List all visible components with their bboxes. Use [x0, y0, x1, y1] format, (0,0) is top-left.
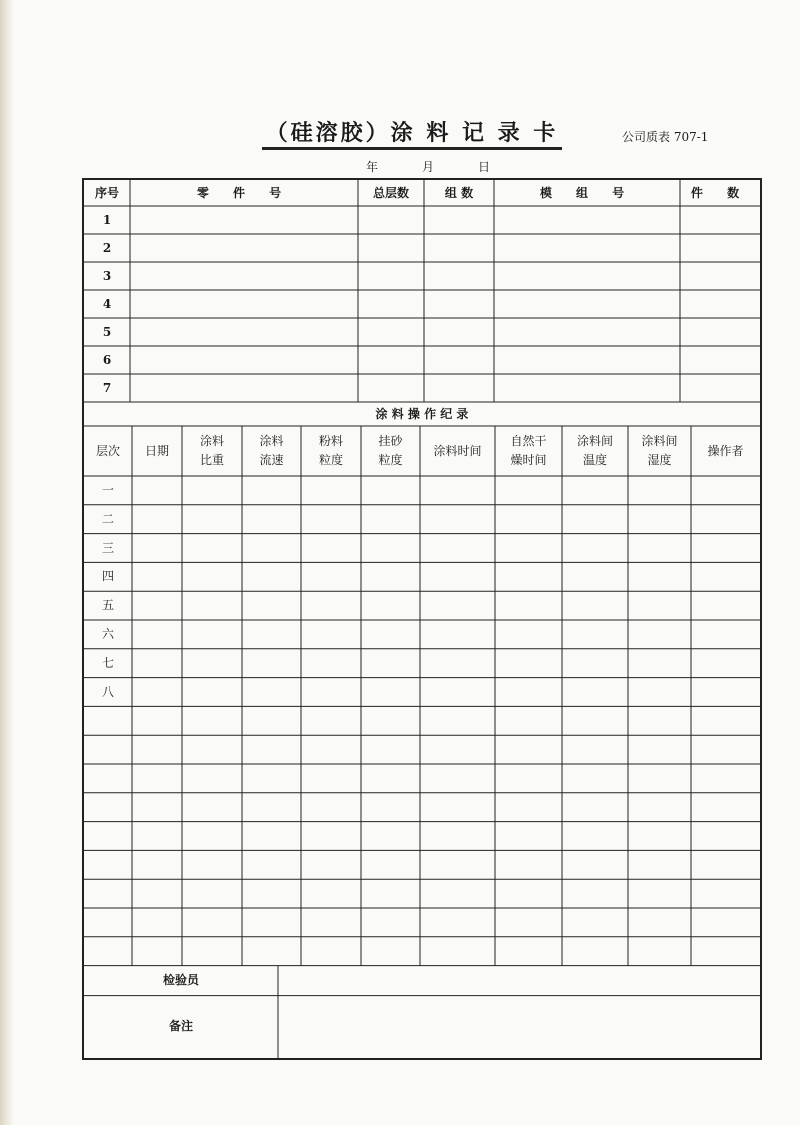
- layer-label: 二: [101, 511, 114, 526]
- remarks-label: 备注: [168, 1019, 193, 1034]
- header-line: 粒度: [318, 453, 343, 467]
- part-row-number: 2: [102, 240, 112, 255]
- operation-entry-cell[interactable]: [628, 678, 691, 707]
- operation-entry-cell[interactable]: [182, 505, 242, 534]
- operation-entry-cell[interactable]: [562, 505, 628, 534]
- operation-entry-cell[interactable]: [691, 476, 760, 505]
- operation-section-title: 涂 料 操 作 纪 录: [375, 406, 469, 421]
- operation-entry-cell[interactable]: [420, 735, 495, 764]
- operation-entry-cell[interactable]: [242, 562, 301, 591]
- operation-entry-cell[interactable]: [691, 937, 760, 966]
- operation-entry-cell[interactable]: [628, 764, 691, 793]
- operation-entry-cell[interactable]: [242, 735, 301, 764]
- operation-entry-cell[interactable]: [132, 764, 182, 793]
- part-entry-cell[interactable]: [358, 346, 424, 374]
- operation-entry-cell[interactable]: [495, 735, 562, 764]
- operation-entry-cell[interactable]: [495, 822, 562, 851]
- operation-entry-cell[interactable]: [361, 562, 420, 591]
- operation-entry-cell[interactable]: [562, 850, 628, 879]
- part-entry-cell[interactable]: [494, 318, 680, 346]
- header-line: 涂料: [199, 434, 224, 449]
- part-entry-cell[interactable]: [424, 206, 494, 234]
- operation-entry-cell[interactable]: [420, 649, 495, 678]
- operation-entry-cell[interactable]: [495, 591, 562, 620]
- operation-entry-cell[interactable]: [562, 591, 628, 620]
- operation-entry-cell[interactable]: [562, 620, 628, 649]
- operation-entry-cell[interactable]: [562, 735, 628, 764]
- operation-entry-cell[interactable]: [301, 678, 361, 707]
- part-entry-cell[interactable]: [130, 318, 358, 346]
- inspector-label: 检验员: [162, 973, 199, 988]
- operation-entry-cell[interactable]: [242, 879, 301, 908]
- operation-entry-cell[interactable]: [182, 735, 242, 764]
- part-entry-cell[interactable]: [130, 206, 358, 234]
- date-header: [132, 426, 182, 476]
- operation-entry-cell[interactable]: [242, 678, 301, 707]
- operation-entry-cell[interactable]: [182, 649, 242, 678]
- part-entry-cell[interactable]: [358, 374, 424, 402]
- layer-header: [84, 426, 132, 476]
- operation-entry-cell[interactable]: [301, 591, 361, 620]
- part-row-number: 3: [102, 268, 112, 283]
- operation-entry-cell[interactable]: [301, 793, 361, 822]
- operation-entry-cell[interactable]: [242, 850, 301, 879]
- operation-entry-cell[interactable]: [361, 793, 420, 822]
- operation-entry-cell[interactable]: [242, 505, 301, 534]
- part-entry-cell[interactable]: [358, 290, 424, 318]
- operation-entry-cell[interactable]: [182, 822, 242, 851]
- part-number-header: 零 件 号: [196, 185, 292, 200]
- operation-entry-cell[interactable]: [691, 764, 760, 793]
- layer-label: [84, 706, 132, 735]
- operation-entry-cell[interactable]: [301, 879, 361, 908]
- operation-entry-cell[interactable]: [242, 649, 301, 678]
- operation-entry-cell[interactable]: [420, 505, 495, 534]
- coating-flow-rate-header: [242, 426, 301, 476]
- part-entry-cell[interactable]: [424, 262, 494, 290]
- operation-entry-cell[interactable]: [182, 620, 242, 649]
- layer-label: 八: [101, 684, 114, 699]
- group-count-header: 组 数: [444, 185, 474, 200]
- header-line: 涂料: [259, 434, 284, 449]
- date-day-label: 日: [478, 160, 491, 174]
- header-line: 燥时间: [510, 453, 547, 467]
- operation-entry-cell[interactable]: [132, 534, 182, 563]
- operation-entry-cell[interactable]: [495, 937, 562, 966]
- operation-entry-cell[interactable]: [132, 476, 182, 505]
- part-row-number: 6: [102, 352, 112, 367]
- operation-entry-cell[interactable]: [301, 850, 361, 879]
- operation-entry-cell[interactable]: [495, 534, 562, 563]
- operation-entry-cell[interactable]: [495, 879, 562, 908]
- operation-entry-cell[interactable]: [420, 822, 495, 851]
- operation-entry-cell[interactable]: [420, 706, 495, 735]
- page-title: （硅溶胶）涂 料 记 录 卡: [262, 118, 562, 150]
- operation-entry-cell[interactable]: [495, 678, 562, 707]
- operation-entry-cell[interactable]: [132, 908, 182, 937]
- operation-entry-cell[interactable]: [628, 822, 691, 851]
- operation-entry-cell[interactable]: [361, 822, 420, 851]
- operation-entry-cell[interactable]: [361, 735, 420, 764]
- header-line: 自然干: [510, 434, 547, 449]
- operation-entry-cell[interactable]: [691, 620, 760, 649]
- operation-entry-cell[interactable]: [420, 620, 495, 649]
- operation-entry-cell[interactable]: [495, 505, 562, 534]
- header-line: 湿度: [647, 453, 672, 467]
- operation-entry-cell[interactable]: [420, 678, 495, 707]
- operation-entry-cell[interactable]: [562, 678, 628, 707]
- header-line: 温度: [582, 453, 607, 467]
- operation-entry-cell[interactable]: [182, 678, 242, 707]
- operation-entry-cell[interactable]: [495, 476, 562, 505]
- operation-entry-cell[interactable]: [628, 591, 691, 620]
- operation-entry-cell[interactable]: [562, 793, 628, 822]
- remarks-input[interactable]: [278, 996, 760, 1058]
- header-line: 挂砂: [378, 434, 403, 449]
- operation-entry-cell[interactable]: [361, 879, 420, 908]
- operation-entry-cell[interactable]: [420, 879, 495, 908]
- operation-entry-cell[interactable]: [301, 764, 361, 793]
- operation-entry-cell[interactable]: [495, 649, 562, 678]
- operation-entry-cell[interactable]: [301, 562, 361, 591]
- operation-entry-cell[interactable]: [691, 706, 760, 735]
- operation-entry-cell[interactable]: [562, 822, 628, 851]
- part-entry-cell[interactable]: [680, 318, 760, 346]
- operation-entry-cell[interactable]: [361, 706, 420, 735]
- operation-entry-cell[interactable]: [301, 649, 361, 678]
- operation-entry-cell[interactable]: [132, 678, 182, 707]
- operation-entry-cell[interactable]: [182, 908, 242, 937]
- operation-entry-cell[interactable]: [242, 534, 301, 563]
- operation-entry-cell[interactable]: [361, 620, 420, 649]
- part-entry-cell[interactable]: [680, 346, 760, 374]
- operation-entry-cell[interactable]: [361, 534, 420, 563]
- header-line: 粉料: [318, 434, 343, 449]
- operation-entry-cell[interactable]: [562, 649, 628, 678]
- coating-room-temperature-header: [562, 426, 628, 476]
- part-row-number: 5: [102, 324, 112, 339]
- operation-entry-cell[interactable]: [132, 591, 182, 620]
- operation-entry-cell[interactable]: [242, 937, 301, 966]
- operation-entry-cell[interactable]: [361, 850, 420, 879]
- operation-entry-cell[interactable]: [361, 591, 420, 620]
- operation-entry-cell[interactable]: [242, 764, 301, 793]
- part-entry-cell[interactable]: [680, 290, 760, 318]
- powder-granularity-header: [301, 426, 361, 476]
- operation-entry-cell[interactable]: [361, 505, 420, 534]
- operation-entry-cell[interactable]: [242, 908, 301, 937]
- operation-entry-cell[interactable]: [301, 534, 361, 563]
- operation-entry-cell[interactable]: [301, 476, 361, 505]
- operation-entry-cell[interactable]: [691, 879, 760, 908]
- header-line: 粒度: [378, 453, 403, 467]
- part-row-number: 7: [102, 380, 112, 395]
- operation-entry-cell[interactable]: [562, 706, 628, 735]
- operation-entry-cell[interactable]: [132, 505, 182, 534]
- operation-entry-cell[interactable]: [628, 735, 691, 764]
- operation-entry-cell[interactable]: [132, 879, 182, 908]
- operation-entry-cell[interactable]: [562, 937, 628, 966]
- layer-label: 七: [101, 655, 114, 670]
- layer-label: 四: [101, 569, 114, 584]
- operation-entry-cell[interactable]: [132, 822, 182, 851]
- operation-entry-cell[interactable]: [132, 850, 182, 879]
- part-entry-cell[interactable]: [424, 318, 494, 346]
- part-entry-cell[interactable]: [680, 262, 760, 290]
- operation-entry-cell[interactable]: [242, 620, 301, 649]
- operation-entry-cell[interactable]: [242, 591, 301, 620]
- operation-entry-cell[interactable]: [301, 735, 361, 764]
- scan-edge-shadow: [0, 0, 14, 1125]
- date-line: [360, 158, 500, 174]
- operation-entry-cell[interactable]: [182, 476, 242, 505]
- operation-entry-cell[interactable]: [691, 793, 760, 822]
- operation-entry-cell[interactable]: [691, 534, 760, 563]
- operation-entry-cell[interactable]: [242, 706, 301, 735]
- part-entry-cell[interactable]: [130, 290, 358, 318]
- operation-entry-cell[interactable]: [132, 620, 182, 649]
- operation-entry-cell[interactable]: [361, 908, 420, 937]
- coating-room-humidity-header: [628, 426, 691, 476]
- operation-entry-cell[interactable]: [691, 822, 760, 851]
- layer-label: [84, 764, 132, 793]
- part-entry-cell[interactable]: [130, 346, 358, 374]
- layer-label: [84, 908, 132, 937]
- operation-entry-cell[interactable]: [691, 735, 760, 764]
- operation-entry-cell[interactable]: [628, 706, 691, 735]
- module-group-header: 模 组 号: [539, 185, 635, 200]
- operation-entry-cell[interactable]: [495, 706, 562, 735]
- part-row-number: 4: [102, 296, 112, 311]
- part-entry-cell[interactable]: [680, 206, 760, 234]
- operation-entry-cell[interactable]: [132, 562, 182, 591]
- part-entry-cell[interactable]: [424, 234, 494, 262]
- operation-entry-cell[interactable]: [361, 678, 420, 707]
- header-line: 涂料时间: [433, 443, 482, 458]
- part-row-number: 1: [102, 212, 112, 227]
- part-entry-cell[interactable]: [494, 374, 680, 402]
- operation-entry-cell[interactable]: [562, 908, 628, 937]
- total-layers-header: 总层数: [372, 185, 409, 200]
- operation-entry-cell[interactable]: [691, 678, 760, 707]
- operation-entry-cell[interactable]: [420, 793, 495, 822]
- part-entry-cell[interactable]: [424, 374, 494, 402]
- natural-drying-time-header: [495, 426, 562, 476]
- operation-entry-cell[interactable]: [242, 793, 301, 822]
- operation-entry-cell[interactable]: [691, 505, 760, 534]
- part-entry-cell[interactable]: [130, 374, 358, 402]
- part-entry-cell[interactable]: [358, 262, 424, 290]
- piece-count-header: 件 数: [690, 185, 750, 200]
- operation-entry-cell[interactable]: [182, 937, 242, 966]
- operation-entry-cell[interactable]: [495, 620, 562, 649]
- operation-entry-cell[interactable]: [132, 937, 182, 966]
- layer-label: [84, 735, 132, 764]
- header-line: 比重: [199, 453, 224, 467]
- part-entry-cell[interactable]: [358, 234, 424, 262]
- operation-entry-cell[interactable]: [301, 908, 361, 937]
- operation-entry-cell[interactable]: [242, 822, 301, 851]
- operation-entry-cell[interactable]: [420, 534, 495, 563]
- part-entry-cell[interactable]: [680, 234, 760, 262]
- operation-entry-cell[interactable]: [495, 562, 562, 591]
- operation-entry-cell[interactable]: [691, 850, 760, 879]
- date-year-label: 年: [366, 160, 379, 174]
- layer-label: [84, 793, 132, 822]
- form-code: 公司质表 707-1: [622, 130, 709, 144]
- operation-entry-cell[interactable]: [132, 649, 182, 678]
- sand-granularity-header: [361, 426, 420, 476]
- part-entry-cell[interactable]: [680, 374, 760, 402]
- operation-entry-cell[interactable]: [691, 649, 760, 678]
- operation-entry-cell[interactable]: [361, 937, 420, 966]
- operation-entry-cell[interactable]: [691, 562, 760, 591]
- operation-entry-cell[interactable]: [628, 476, 691, 505]
- operation-entry-cell[interactable]: [182, 562, 242, 591]
- operation-entry-cell[interactable]: [132, 793, 182, 822]
- operation-entry-cell[interactable]: [420, 764, 495, 793]
- operation-entry-cell[interactable]: [628, 850, 691, 879]
- operation-entry-cell[interactable]: [242, 476, 301, 505]
- operation-entry-cell[interactable]: [420, 937, 495, 966]
- header-line: 日期: [144, 443, 169, 458]
- operation-entry-cell[interactable]: [628, 793, 691, 822]
- inspector-input[interactable]: [278, 966, 760, 996]
- part-entry-cell[interactable]: [424, 290, 494, 318]
- layer-label: 三: [101, 540, 114, 555]
- operation-entry-cell[interactable]: [562, 562, 628, 591]
- operation-entry-cell[interactable]: [562, 534, 628, 563]
- operation-entry-cell[interactable]: [628, 534, 691, 563]
- date-month-label: 月: [422, 160, 435, 174]
- operation-entry-cell[interactable]: [361, 649, 420, 678]
- part-entry-cell[interactable]: [358, 206, 424, 234]
- layer-label: [84, 879, 132, 908]
- layer-label: 五: [101, 598, 114, 613]
- part-entry-cell[interactable]: [494, 346, 680, 374]
- header-line: 涂料间: [641, 434, 678, 449]
- seq-header: 序号: [94, 185, 119, 200]
- operation-entry-cell[interactable]: [628, 505, 691, 534]
- header-line: 层次: [95, 443, 120, 458]
- operation-entry-cell[interactable]: [182, 879, 242, 908]
- operation-entry-cell[interactable]: [301, 505, 361, 534]
- operation-entry-cell[interactable]: [361, 476, 420, 505]
- layer-label: [84, 822, 132, 851]
- header-line: 操作者: [707, 443, 744, 458]
- part-entry-cell[interactable]: [494, 234, 680, 262]
- operation-entry-cell[interactable]: [182, 591, 242, 620]
- part-entry-cell[interactable]: [494, 290, 680, 318]
- operation-entry-cell[interactable]: [301, 822, 361, 851]
- operation-entry-cell[interactable]: [420, 850, 495, 879]
- operator-header: [691, 426, 760, 476]
- operation-entry-cell[interactable]: [628, 562, 691, 591]
- operation-entry-cell[interactable]: [562, 476, 628, 505]
- part-entry-cell[interactable]: [424, 346, 494, 374]
- layer-label: [84, 850, 132, 879]
- operation-entry-cell[interactable]: [301, 937, 361, 966]
- operation-entry-cell[interactable]: [495, 793, 562, 822]
- operation-entry-cell[interactable]: [562, 764, 628, 793]
- operation-entry-cell[interactable]: [628, 649, 691, 678]
- operation-entry-cell[interactable]: [132, 706, 182, 735]
- operation-entry-cell[interactable]: [691, 908, 760, 937]
- header-line: 流速: [259, 453, 284, 467]
- operation-entry-cell[interactable]: [182, 850, 242, 879]
- operation-entry-cell[interactable]: [420, 562, 495, 591]
- record-form: [82, 178, 762, 1060]
- layer-label: [84, 937, 132, 966]
- operation-entry-cell[interactable]: [628, 937, 691, 966]
- operation-entry-cell[interactable]: [420, 908, 495, 937]
- part-entry-cell[interactable]: [494, 262, 680, 290]
- operation-entry-cell[interactable]: [562, 879, 628, 908]
- part-entry-cell[interactable]: [130, 234, 358, 262]
- operation-entry-cell[interactable]: [495, 764, 562, 793]
- operation-entry-cell[interactable]: [628, 620, 691, 649]
- part-entry-cell[interactable]: [130, 262, 358, 290]
- operation-entry-cell[interactable]: [495, 850, 562, 879]
- operation-entry-cell[interactable]: [182, 706, 242, 735]
- part-entry-cell[interactable]: [494, 206, 680, 234]
- operation-entry-cell[interactable]: [628, 879, 691, 908]
- part-entry-cell[interactable]: [358, 318, 424, 346]
- operation-entry-cell[interactable]: [132, 735, 182, 764]
- layer-label: 六: [101, 627, 114, 642]
- operation-entry-cell[interactable]: [420, 476, 495, 505]
- coating-time-header: [420, 426, 495, 476]
- operation-entry-cell[interactable]: [628, 908, 691, 937]
- operation-entry-cell[interactable]: [495, 908, 562, 937]
- operation-entry-cell[interactable]: [420, 591, 495, 620]
- operation-entry-cell[interactable]: [361, 764, 420, 793]
- operation-entry-cell[interactable]: [182, 764, 242, 793]
- coating-specific-gravity-header: [182, 426, 242, 476]
- operation-entry-cell[interactable]: [301, 706, 361, 735]
- operation-entry-cell[interactable]: [301, 620, 361, 649]
- header-line: 涂料间: [576, 434, 613, 449]
- operation-entry-cell[interactable]: [182, 793, 242, 822]
- operation-entry-cell[interactable]: [182, 534, 242, 563]
- operation-entry-cell[interactable]: [691, 591, 760, 620]
- layer-label: 一: [101, 483, 114, 498]
